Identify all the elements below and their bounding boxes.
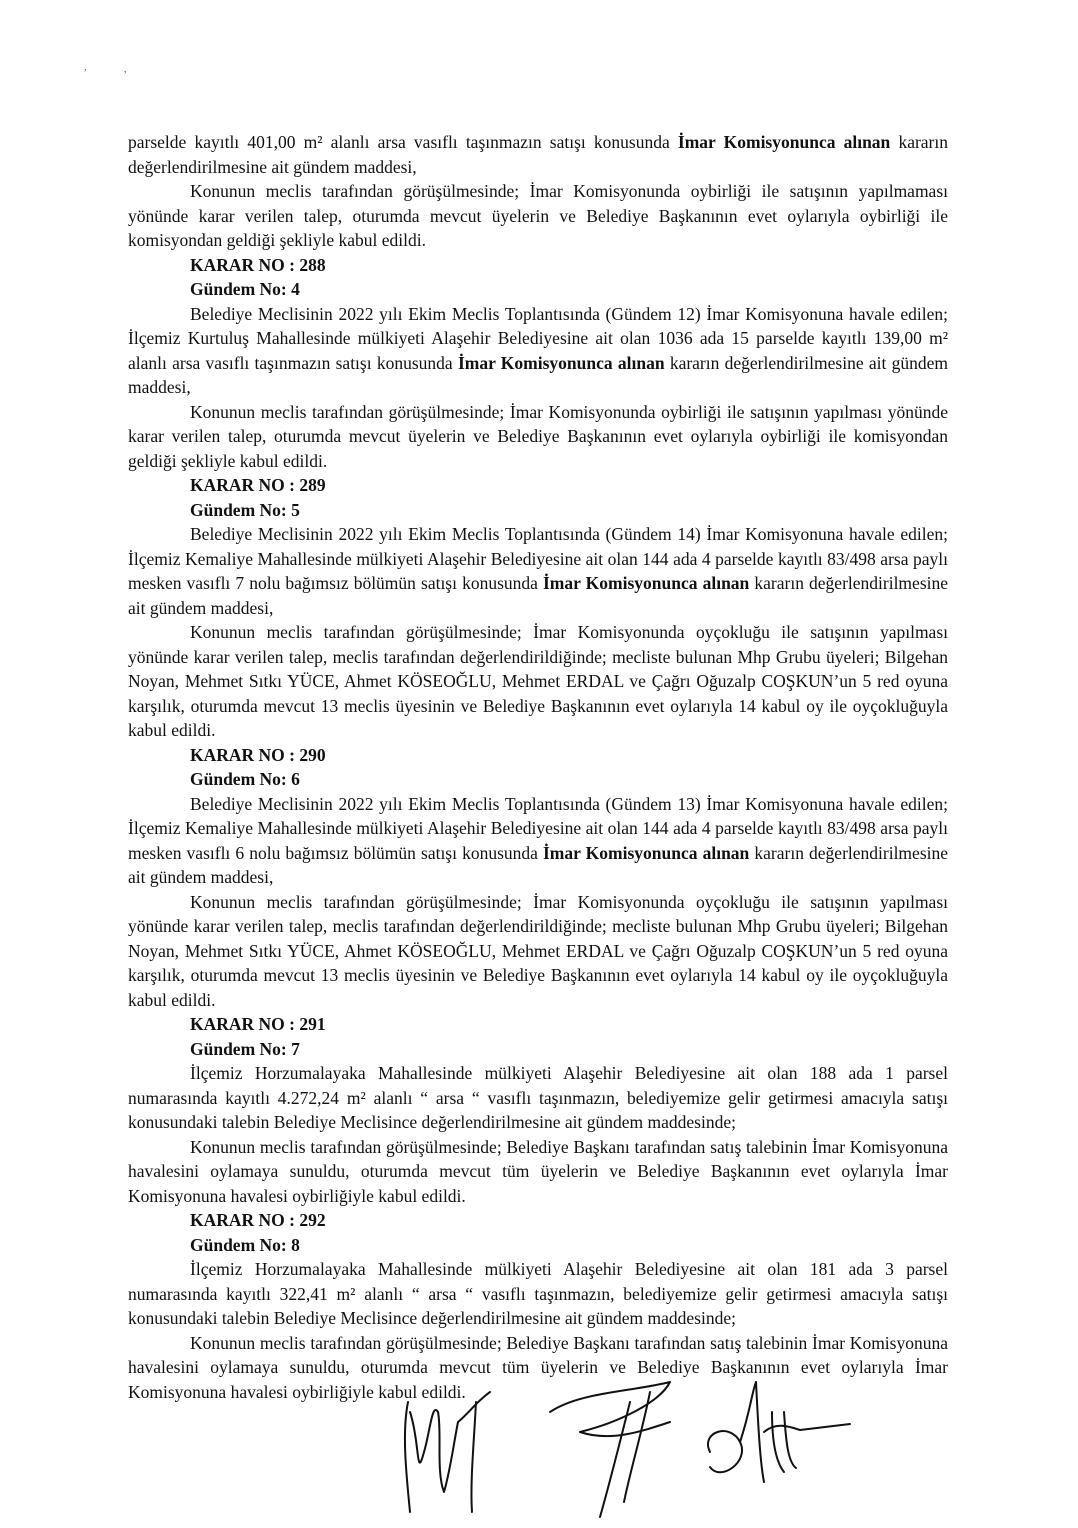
scan-speck: , xyxy=(124,64,127,75)
karar-heading: KARAR NO : 288 xyxy=(190,254,326,275)
signature-1 xyxy=(405,1392,490,1512)
paragraph: İlçemiz Horzumalayaka Mahallesinde mülkiyeti Alaşehir Belediyesine ait olan 181 ada 3 parsel numarasında kayıtlı 322,41 m² alanlı “ arsa “ vasıflı taşınmazın, belediyemize gelir getirmesi amacıyla satışı konusundaki talebin Belediye Meclisince değerlendirilmesine ait gündem maddesinde; xyxy=(128,1259,948,1328)
paragraph: Belediye Meclisinin 2022 yılı Ekim Meclis Toplantısında (Gündem 13) İmar Komisyonuna havale edilen; İlçemiz Kemaliye Mahallesinde mülkiyeti Alaşehir Belediyesine ait olan 144 ada 4 parselde kayıtlı 83/498 arsa paylı mesken vasıflı 6 nolu bağımsız bölümün satışı konusunda İmar Komisyonunca alınan kararın değerlendirilmesine ait gündem maddesi, xyxy=(128,793,949,887)
karar-heading: KARAR NO : 291 xyxy=(190,1014,326,1034)
paragraph: Konunun meclis tarafından görüşülmesinde; Belediye Başkanı tarafından satış talebinin İmar Komisyonuna havalesini oylamaya sunuldu, oturumda mevcut tüm üyelerin ve Belediye Başkanının evet oylarıyla İmar Komisyonuna havalesi oybirliğiyle kabul edildi. xyxy=(128,1136,948,1206)
scan-speck: , xyxy=(84,62,87,73)
signature-3 xyxy=(708,1382,850,1482)
gundem-heading: Gündem No: 5 xyxy=(190,499,300,520)
karar-heading: KARAR NO : 290 xyxy=(190,744,326,765)
gundem-heading: Gündem No: 7 xyxy=(190,1038,300,1059)
paragraph: Konunun meclis tarafından görüşülmesinde; İmar Komisyonunda oybirliği ile satışının yapılmaması yönünde karar verilen talep, oturumda mevcut üyelerin ve Belediye Başkanının evet oylarıyla oybirliği ile komisyondan geldiği şekliyle kabul edildi. xyxy=(128,181,948,250)
paragraph: Konunun meclis tarafından görüşülmesinde; İmar Komisyonunda oyçokluğu ile satışının yapılması yönünde karar verilen talep, meclis tarafından değerlendirildiğinde; mecliste bulunan Mhp Grubu üyeleri; Bilgehan Noyan, Mehmet Sıtkı YÜCE, Ahmet KÖSEOĞLU, Mehmet ERDAL ve Çağrı Oğuzalp COŞKUN’un 5 red oyuna karşılık, oturumda mevcut 13 meclis üyesinin ve Belediye Başkanının evet oylarıyla 14 kabul oy ile oyçokluğuyla kabul edildi. xyxy=(128,622,948,740)
paragraph: Konunun meclis tarafından görüşülmesinde; Belediye Başkanı tarafından satış talebinin İmar Komisyonuna havalesini oylamaya sunuldu, oturumda mevcut tüm üyelerin ve Belediye Başkanının evet oylarıyla İmar Komisyonuna havalesi oybirliğiyle kabul edildi. xyxy=(128,1332,948,1402)
paragraph: İlçemiz Horzumalayaka Mahallesinde mülkiyeti Alaşehir Belediyesine ait olan 188 ada 1 parsel numarasında kayıtlı 4.272,24 m² alanlı “ arsa “ vasıflı taşınmazın, belediyemize gelir getirmesi amacıyla satışı konusundaki talebin Belediye Meclisince değerlendirilmesine ait gündem maddesinde; xyxy=(128,1063,948,1132)
paragraph: Konunun meclis tarafından görüşülmesinde; İmar Komisyonunda oyçokluğu ile satışının yapılması yönünde karar verilen talep, meclis tarafından değerlendirildiğinde; mecliste bulunan Mhp Grubu üyeleri; Bilgehan Noyan, Mehmet Sıtkı YÜCE, Ahmet KÖSEOĞLU, Mehmet ERDAL ve Çağrı Oğuzalp COŞKUN’un 5 red oyuna karşılık, oturumda mevcut 13 meclis üyesinin ve Belediye Başkanının evet oylarıyla 14 kabul oy ile oyçokluğuyla kabul edildi. xyxy=(128,891,948,1010)
paragraph: Belediye Meclisinin 2022 yılı Ekim Meclis Toplantısında (Gündem 14) İmar Komisyonuna havale edilen; İlçemiz Kemaliye Mahallesinde mülkiyeti Alaşehir Belediyesine ait olan 144 ada 4 parselde kayıtlı 83/498 arsa paylı mesken vasıflı 7 nolu bağımsız bölümün satışı konusunda İmar Komisyonunca alınan kararın değerlendirilmesine ait gündem maddesi, xyxy=(128,524,949,618)
paragraph: Belediye Meclisinin 2022 yılı Ekim Meclis Toplantısında (Gündem 12) İmar Komisyonuna havale edilen; İlçemiz Kurtuluş Mahallesinde mülkiyeti Alaşehir Belediyesine ait olan 1036 ada 15 parselde kayıtlı 139,00 m² alanlı arsa vasıflı taşınmazın satışı konusunda İmar Komisyonunca alınan kararın değerlendirilmesine ait gündem maddesi, xyxy=(128,303,948,397)
signature-2 xyxy=(550,1382,670,1517)
karar-heading: KARAR NO : 292 xyxy=(190,1210,326,1230)
gundem-heading: Gündem No: 4 xyxy=(190,279,300,299)
gundem-heading: Gündem No: 6 xyxy=(190,769,300,789)
gundem-heading: Gündem No: 8 xyxy=(190,1234,300,1255)
document-body xyxy=(128,130,948,1404)
karar-heading: KARAR NO : 289 xyxy=(190,475,326,495)
paragraph: parselde kayıtlı 401,00 m² alanlı arsa vasıflı taşınmazın satışı konusunda İmar Komisyonunca alınan kararın değerlendirilmesine ait gündem maddesi, xyxy=(128,132,948,177)
paragraph: Konunun meclis tarafından görüşülmesinde; İmar Komisyonunda oybirliği ile satışının yapılması yönünde karar verilen talep, oturumda mevcut üyelerin ve Belediye Başkanının evet oylarıyla oybirliği ile komisyondan geldiği şekliyle kabul edildi. xyxy=(128,401,948,471)
signatures-area xyxy=(380,1372,860,1522)
